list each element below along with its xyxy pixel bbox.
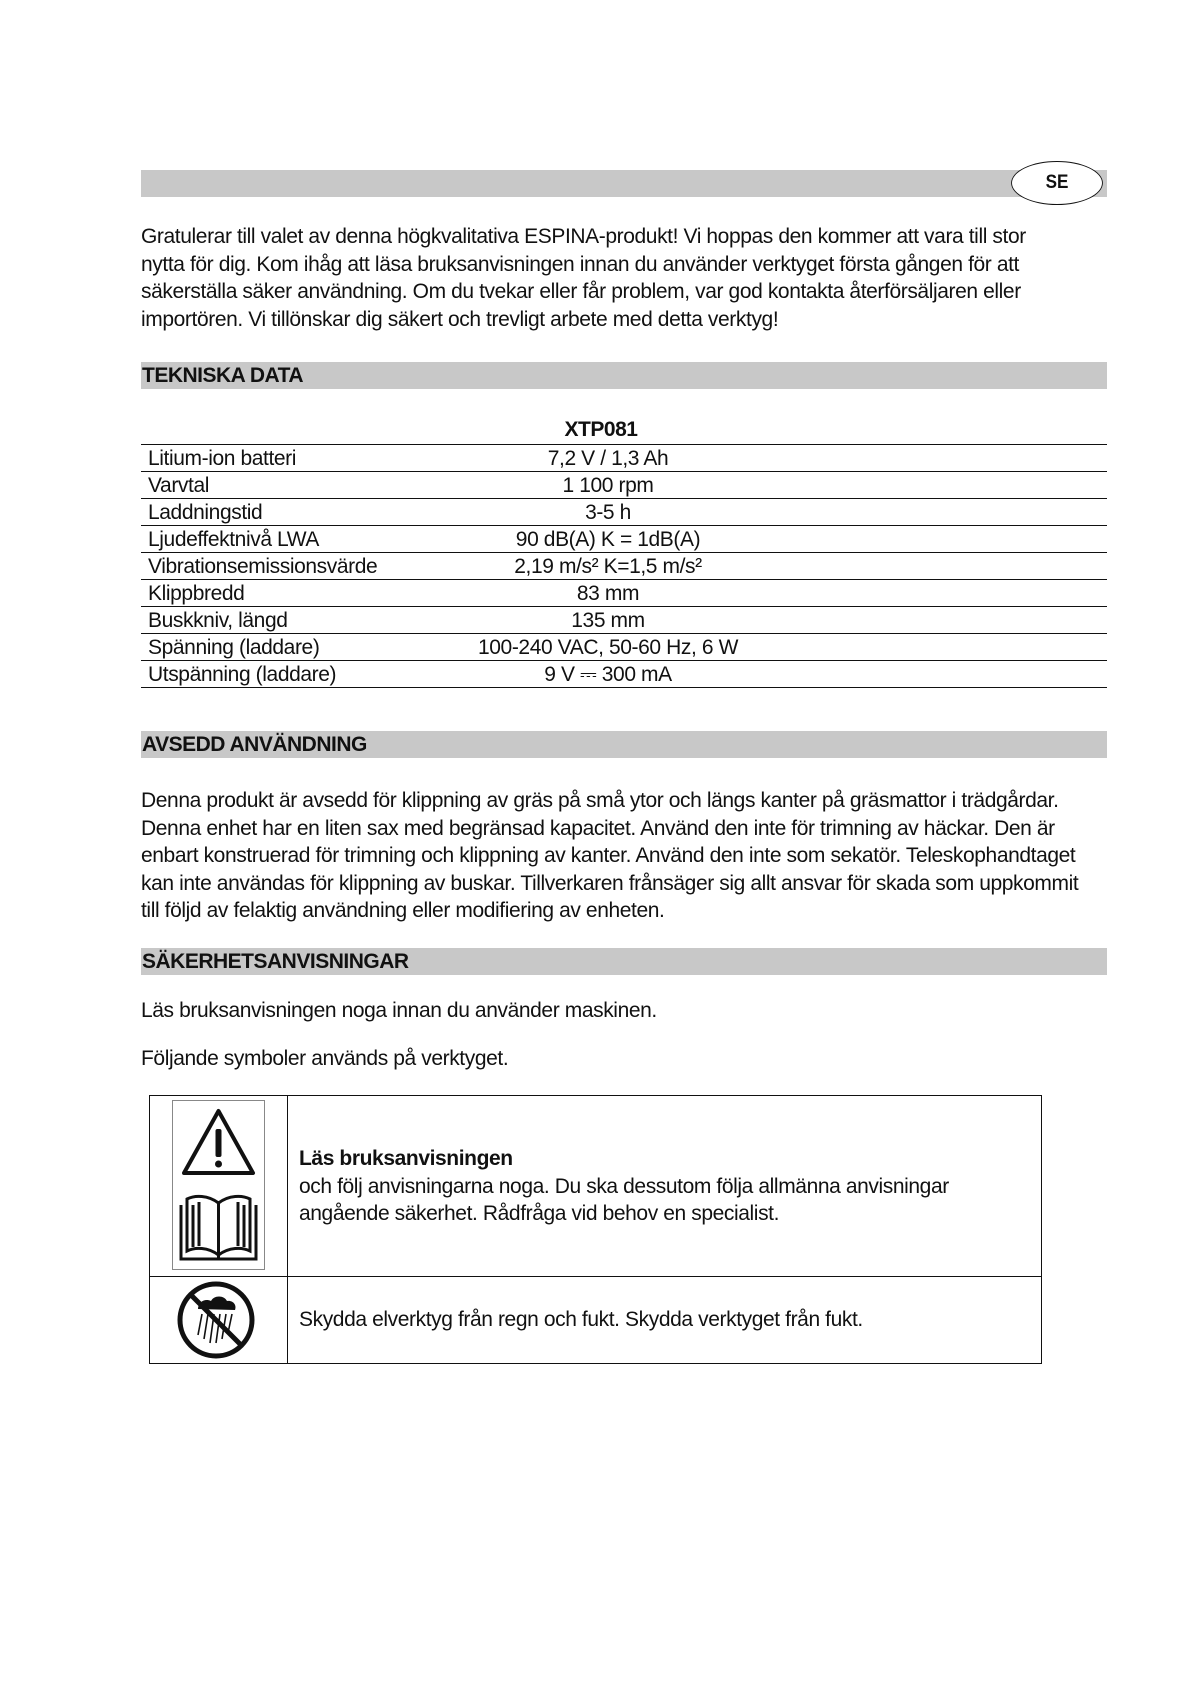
spec-label: Vibrationsemissionsvärde [148,555,378,578]
spec-value: 1 100 rpm [562,474,654,497]
spec-value: 100-240 VAC, 50-60 Hz, 6 W [477,636,738,659]
spec-value: 135 mm [571,609,645,632]
table-row [141,607,1107,634]
spec-label: Buskkniv, längd [148,609,288,632]
spec-label: Spänning (laddare) [148,636,320,659]
safety-heading: SÄKERHETSANVISNINGAR [141,948,1107,975]
symbol-title: Läs bruksanvisningen [299,1147,513,1170]
technical-data-heading: TEKNISKA DATA [141,362,1107,389]
read-manual-paragraph: Läs bruksanvisningen noga innan du använder maskinen. [141,999,657,1022]
table-row [141,499,1107,526]
spec-value: 7,2 V / 1,3 Ah [547,447,669,470]
spec-value: 90 dB(A) K = 1dB(A) [515,528,701,551]
spec-label: Utspänning (laddare) [148,663,337,686]
table-row [141,580,1107,607]
symbols-table [149,1095,1042,1364]
table-row [150,1096,1041,1277]
table-row [150,1277,1041,1363]
symbol-description: Skydda elverktyg från regn och fukt. Skydda verktyget från fukt. [299,1308,863,1331]
symbol-text-cell [288,1277,1041,1363]
table-row [141,553,1107,580]
symbol-icon-cell [150,1277,288,1363]
intro-paragraph: Gratulerar till valet av denna högkvalitativa ESPINA-produkt! Vi hoppas den kommer att vara till stor nytta för dig. Kom ihåg att läsa bruksanvisningen innan du använder verktyget första gången för att säkerställa säker användning. Om du tvekar eller får problem, var god kontakta återförsäljaren eller importören. Vi tillönskar dig säkert och trevligt arbete med detta verktyg! [141,225,1026,331]
technical-data-table [141,444,1107,688]
symbol-description: och följ anvisningarna noga. Du ska dessutom följa allmänna anvisningar angående säkerhet. Rådfråga vid behov en specialist. [299,1174,949,1225]
table-row [141,661,1107,688]
table-row [141,445,1107,472]
spec-value: 3-5 h [585,501,631,524]
warning-manual-svg [173,1101,264,1269]
spec-label: Ljudeffektnivå LWA [148,528,320,551]
table-row [141,472,1107,499]
spec-label: Klippbredd [148,582,245,605]
table-row [141,634,1107,661]
warning-and-manual-icon [172,1100,265,1270]
intended-use-paragraph: Denna produkt är avsedd för klippning av gräs på små ytor och längs kanter på gräsmattor i trädgårdar. Denna enhet har en liten sax med begränsad kapacitet. Använd den inte för trimning av häckar. Den är enbart konstruerad för trimning och klippning av kanter. Använd den inte som sekatör. Teleskophandtaget kan inte användas för klippning av buskar. Tillverkaren frånsäger sig allt ansvar för skada som uppkommit till följd av felaktig användning eller modifiering av enheten. [141,789,1079,922]
symbol-icon-cell [150,1096,288,1276]
symbols-intro-paragraph: Följande symboler används på verktyget. [141,1047,509,1070]
no-rain-icon [150,1277,287,1363]
intended-use-heading: AVSEDD ANVÄNDNING [141,731,1107,758]
spec-label: Varvtal [148,474,209,497]
top-header-bar [141,170,1107,197]
table-row [141,526,1107,553]
spec-label: Litium-ion batteri [148,447,297,470]
spec-label: Laddningstid [148,501,263,524]
spec-value: 9 V ⎓ 300 mA [544,663,672,686]
spec-value: 83 mm [576,582,640,605]
language-badge: SE [1011,161,1103,205]
symbol-text-cell [288,1096,1041,1276]
model-number: XTP081 [564,418,638,441]
spec-value: 2,19 m/s² K=1,5 m/s² [514,555,702,578]
